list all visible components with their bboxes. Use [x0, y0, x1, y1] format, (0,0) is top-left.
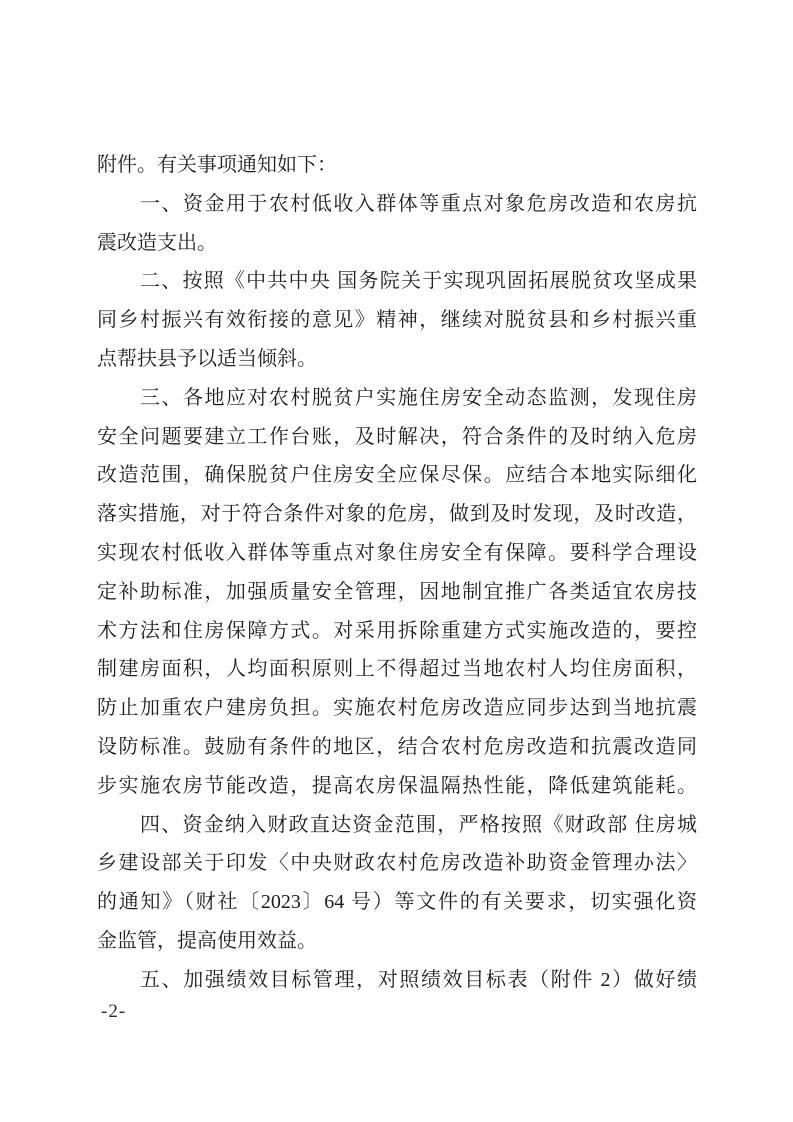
text-line: 一、资金用于农村低收入群体等重点对象危房改造和农房抗 — [140, 192, 697, 215]
text-line: 制建房面积，人均面积原则上不得超过当地农村人均住房面积， — [97, 658, 697, 681]
text-line: 二、按照《中共中央 国务院关于实现巩固拓展脱贫攻坚成果 — [140, 270, 697, 293]
text-line: 同乡村振兴有效衔接的意见》精神，继续对脱贫县和乡村振兴重 — [97, 309, 697, 332]
text-line: 定补助标准，加强质量安全管理，因地制宜推广各类适宜农房技 — [97, 580, 697, 603]
text-line: 防止加重农户建房负担。实施农村危房改造应同步达到当地抗震 — [97, 697, 697, 720]
text-line: 四、资金纳入财政直达资金范围，严格按照《财政部 住房城 — [140, 813, 697, 836]
text-line: 改造范围，确保脱贫户住房安全应保尽保。应结合本地实际细化 — [97, 464, 697, 487]
text-line: 震改造支出。 — [97, 231, 217, 254]
text-line: 步实施农房节能改造，提高农房保温隔热性能，降低建筑能耗。 — [97, 774, 697, 797]
text-line: 五、加强绩效目标管理，对照绩效目标表（附件 2）做好绩 — [140, 968, 697, 991]
text-line: 设防标准。鼓励有条件的地区，结合农村危房改造和抗震改造同 — [97, 735, 697, 758]
text-line: 金监管，提高使用效益。 — [97, 929, 317, 952]
text-line: 乡建设部关于印发〈中央财政农村危房改造补助资金管理办法〉 — [97, 852, 697, 875]
text-line: 三、各地应对农村脱贫户实施住房安全动态监测，发现住房 — [140, 386, 697, 409]
text-line: 实现农村低收入群体等重点对象住房安全有保障。要科学合理设 — [97, 541, 697, 564]
text-line: 附件。有关事项通知如下： — [97, 154, 337, 176]
document-body — [97, 146, 697, 1000]
text-line: 点帮扶县予以适当倾斜。 — [97, 347, 317, 370]
text-line: 安全问题要建立工作台账，及时解决，符合条件的及时纳入危房 — [97, 425, 697, 448]
text-line: 的通知》（财社〔2023〕64 号）等文件的有关要求，切实强化资 — [97, 891, 697, 914]
text-line: 落实措施，对于符合条件对象的危房，做到及时发现，及时改造， — [97, 503, 697, 526]
page-number: -2- — [101, 1001, 127, 1022]
text-line: 术方法和住房保障方式。对采用拆除重建方式实施改造的，要控 — [97, 619, 697, 642]
